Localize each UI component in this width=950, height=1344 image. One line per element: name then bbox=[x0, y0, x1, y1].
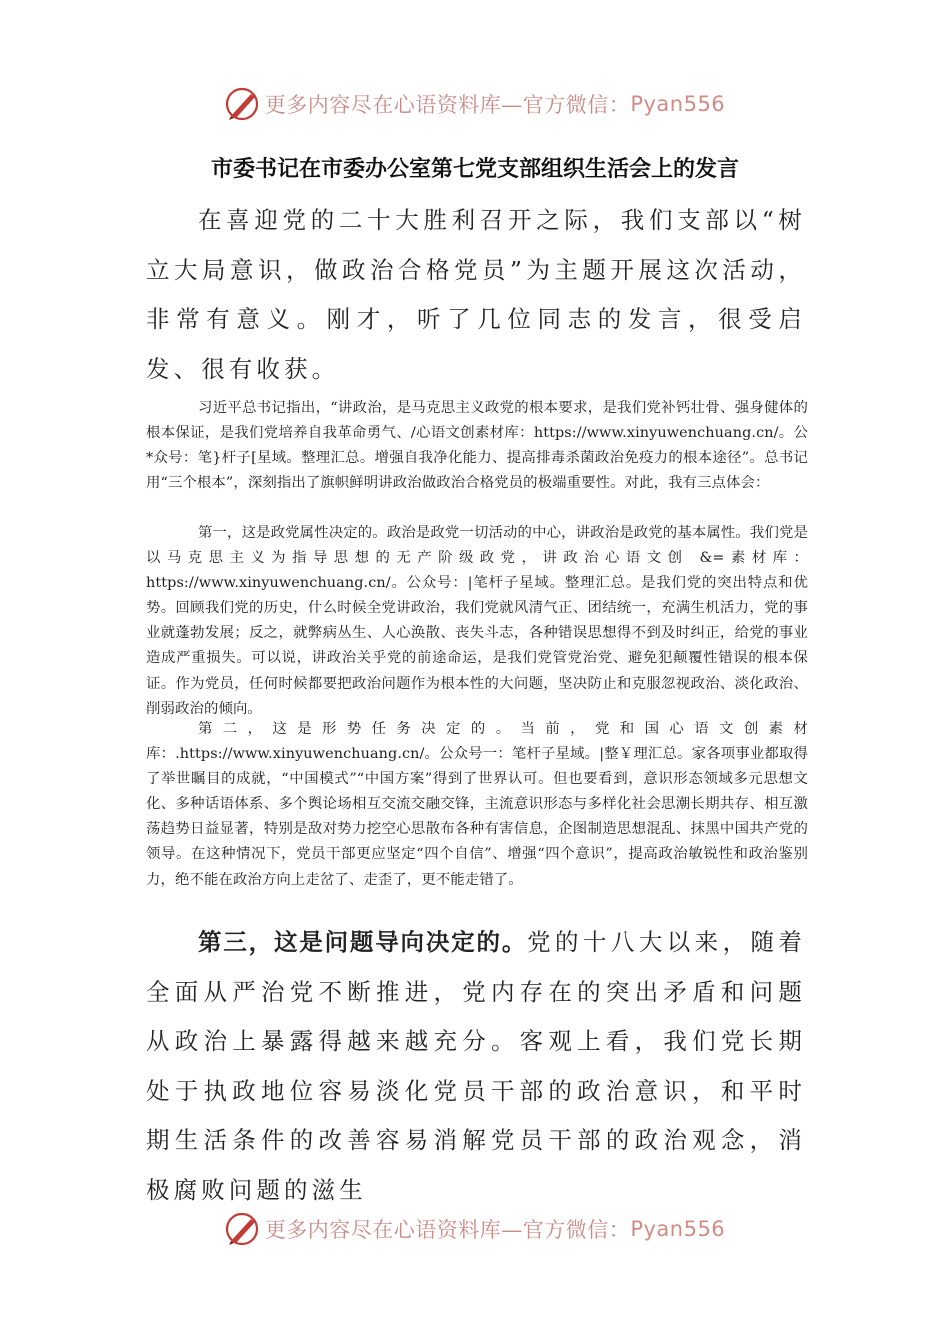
header-watermark bbox=[0, 84, 950, 124]
intro-paragraph: 在喜迎党的二十大胜利召开之际，我们支部以“树立大局意识，做政治合格党员”为主题开展这次活动，非常有意义。刚才，听了几位同志的发言，很受启发、很有收获。 bbox=[146, 206, 806, 383]
banner-text: 更多内容尽在心语资料库—官方微信： bbox=[264, 93, 631, 117]
body-paragraph-0: 习近平总书记指出，“讲政治，是马克思主义政党的根本要求，是我们党补钙壮骨、强身健体的根本保证，是我们党培养自我革命勇气、/心语文创素材库：https://www.xinyuwenchuang.cn/。公*众号：笔}杆子[星域。整理汇总。增强自我净化能力、提高排毒杀菌政治免疫力的根本途径”。总书记用“三个根本”，深刻指出了旗帜鲜明讲政治做政治合格党员的极端重要性。对此，我有三点体会： bbox=[146, 400, 808, 492]
pen-logo-icon bbox=[225, 1211, 261, 1247]
banner-text: 更多内容尽在心语资料库—官方微信： bbox=[264, 1218, 631, 1242]
banner-wechat-id: Pyan556 bbox=[630, 92, 726, 116]
body-paragraph-3 bbox=[146, 918, 806, 1215]
banner-wechat-id: Pyan556 bbox=[630, 1217, 726, 1241]
body-paragraph-2: 第二，这是形势任务决定的。当前，党和国心语文创素材库：.https://www.xinyuwenchuang.cn/。公众号一：笔杆子星域。|整￥理汇总。家各项事业都取得了举世瞩目的成就，“中国模式”“中国方案”得到了世界认可。但也要看到，意识形态领域多元思想文化、多种话语体系、多个舆论场相互交流交融交锋，主流意识形态与多样化社会思潮长期共存、相互激荡趋势日益显著，特别是敌对势力挖空心思散布各种有害信息，企图制造思想混乱、抹黑中国共产党的领导。在这种情况下，党员干部更应坚定“四个自信”、增强“四个意识”，提高政治敏锐性和政治鉴别力，绝不能在政治方向上走岔了、走歪了，更不能走错了。 bbox=[146, 721, 808, 888]
paragraph-3-lead: 第三，这是问题导向决定的。 bbox=[198, 928, 528, 956]
paragraph-3-text: 党的十八大以来，随着全面从严治党不断推进，党内存在的突出矛盾和问题从政治上暴露得越来越充分。客观上看，我们党长期处于执政地位容易淡化党员干部的政治意识，和平时期生活条件的改善容易消解党员干部的政治观念，消极腐败问题的滋生 bbox=[146, 928, 807, 1204]
body-paragraph-1: 第一，这是政党属性决定的。政治是政党一切活动的中心，讲政治是政党的基本属性。我们党是以马克思主义为指导思想的无产阶级政党，讲政治心语文创 &=素材库：https://www.xinyuwenchuang.cn/。公众号：|笔杆子星域。整理汇总。是我们党的突出特点和优势。回顾我们党的历史，什么时候全党讲政治，我们党就风清气正、团结统一，充满生机活力，党的事业就蓬勃发展；反之，就弊病丛生、人心涣散、丧失斗志，各种错误思想得不到及时纠正，给党的事业造成严重损失。可以说，讲政治关乎党的前途命运，是我们党管党治党、避免犯颠覆性错误的根本保证。作为党员，任何时候都要把政治问题作为根本性的大问题，坚决防止和克服忽视政治、淡化政治、削弱政治的倾向。 bbox=[146, 525, 808, 717]
page-title: 市委书记在市委办公室第七党支部组织生活会上的发言 bbox=[210, 157, 739, 182]
pen-logo-icon bbox=[225, 86, 261, 122]
footer-watermark bbox=[0, 1209, 950, 1249]
